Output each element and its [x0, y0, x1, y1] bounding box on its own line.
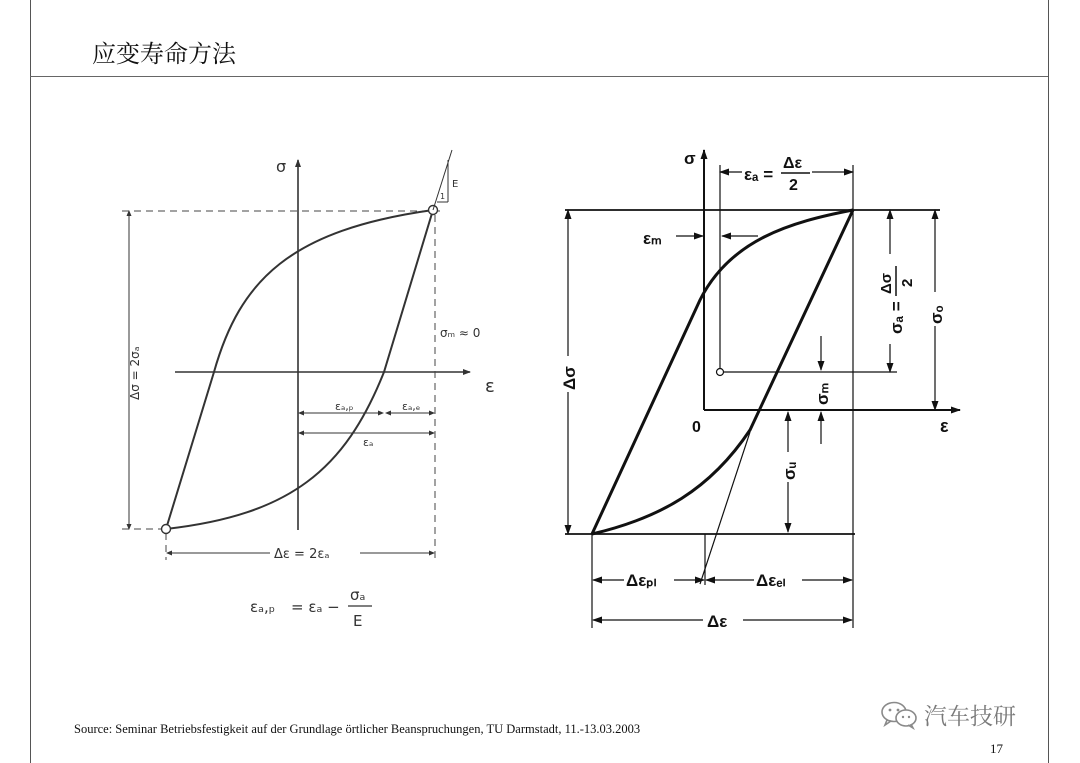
left-axis-x-label: ε [485, 376, 495, 397]
left-slope-unit: 1 [440, 192, 446, 201]
right-eps-a-den: 2 [789, 177, 798, 194]
right-delta-eps-pl-label: Δεₚₗ [626, 571, 657, 590]
source-citation: Source: Seminar Betriebsfestigkeit auf der Grundlage örtlicher Beanspruchungen, TU Darmstadt, 11.-13.03.2003 [74, 722, 641, 736]
left-formula-mid: = εₐ − [291, 598, 340, 616]
left-sigma-m-label: σₘ ≈ 0 [440, 326, 481, 340]
right-sigma-o-label: σₒ [927, 305, 946, 324]
right-delta-eps-el-label: Δεₑₗ [756, 571, 786, 590]
left-axis-y-label: σ [276, 157, 287, 176]
page-number: 17 [990, 741, 1003, 756]
watermark-text: 汽车技研 [924, 704, 1016, 730]
right-axis-y-label: σ [684, 149, 696, 168]
slide-title: 应变寿命方法 [92, 40, 236, 68]
right-origin-label: 0 [692, 419, 701, 436]
right-eps-a-lhs: εₐ = [744, 165, 774, 184]
right-sigma-u-label: σᵤ [780, 462, 799, 480]
right-mean-point [717, 369, 724, 376]
left-formula-num: σₐ [350, 586, 366, 604]
left-delta-eps-label: Δε = 2εₐ [274, 547, 330, 562]
wechat-icon [880, 700, 918, 730]
watermark [880, 698, 1016, 731]
right-sigma-a-num: Δσ [878, 272, 895, 294]
left-eps-ae-label: εₐ,ₑ [402, 400, 421, 413]
right-delta-eps-label: Δε [707, 612, 728, 631]
right-sigma-a-lhs: σₐ = [887, 301, 906, 334]
right-sigma-a-den: 2 [899, 278, 916, 287]
left-slope-label: E [452, 179, 459, 190]
left-eps-ap-label: εₐ,ₚ [335, 400, 354, 413]
right-axis-x-label: ε [940, 416, 949, 436]
right-delta-sigma-label: Δσ [560, 366, 579, 390]
right-elastic-unload-line [700, 432, 750, 584]
left-formula-lhs: εₐ,ₚ [250, 598, 276, 616]
right-eps-a-num: Δε [783, 155, 803, 172]
right-sigma-m-label: σₘ [813, 382, 832, 405]
left-delta-sigma-label: Δσ = 2σₐ [128, 346, 142, 400]
left-formula-den: E [353, 612, 363, 630]
right-eps-m-label: εₘ [643, 229, 662, 248]
left-eps-a-label: εₐ [363, 436, 374, 449]
